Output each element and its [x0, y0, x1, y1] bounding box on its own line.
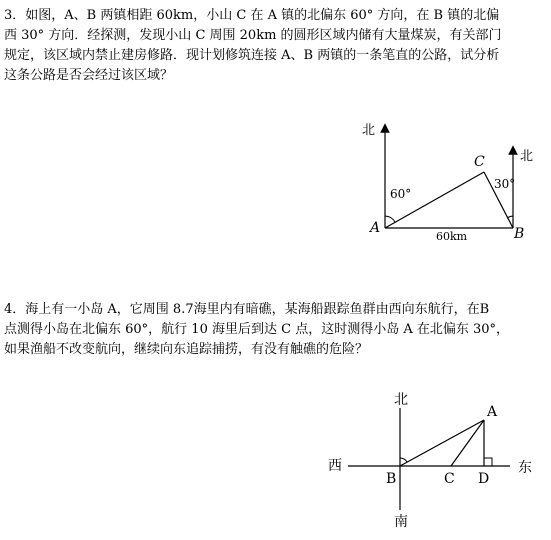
north-label-left: 北: [362, 123, 376, 138]
problem-4-line: 点测得小岛在北偏东 60°，航行 10 海里后到达 C 点，这时测得小岛 A 在北偏东 30°，: [4, 322, 510, 337]
problem-3-line: 规定，该区域内禁止建房修路．现计划修筑连接 A、B 两镇的一条笔直的公路，试分析: [4, 48, 500, 63]
segment-ca: [451, 420, 484, 466]
point-label-d: D: [478, 471, 490, 487]
segment-ba: [400, 420, 484, 466]
point-label-a: A: [487, 404, 498, 420]
right-angle-mark: [484, 458, 492, 466]
angle-label-a: 60°: [390, 187, 412, 201]
problem-4-line: 4．海上有一小岛 A，它周围 8.7海里内有暗礁，某海船跟踪鱼群由西向东航行，在B: [4, 302, 490, 317]
distance-label: 60km: [436, 230, 468, 243]
problem-3-line: 3．如图，A、B 两镇相距 60km，小山 C 在 A 镇的北偏东 60° 方向，在 B 镇的北偏: [4, 8, 500, 23]
west-label: 西: [328, 458, 342, 474]
problem-3-line: 这条公路是否会经过该区域？: [4, 68, 174, 83]
point-label-a: A: [370, 220, 381, 236]
point-label-c: C: [474, 154, 485, 170]
problem-4-line: 如果渔船不改变航向，继续向东追踪捕捞，有没有触礁的危险？: [4, 342, 369, 357]
angle-label-b: 30°: [494, 177, 516, 191]
north-label-right: 北: [520, 149, 534, 164]
point-label-c: C: [444, 471, 455, 487]
east-label: 东: [518, 460, 532, 476]
south-label: 南: [394, 514, 408, 530]
problem-3-line: 西 30° 方向．经探测，发现小山 C 周围 20km 的圆形区域内储有大量煤炭，有关部门: [4, 28, 502, 43]
point-label-b: B: [514, 226, 525, 242]
north-label: 北: [394, 392, 408, 408]
angle-arc-b: [400, 458, 407, 462]
point-label-b: B: [386, 471, 397, 487]
